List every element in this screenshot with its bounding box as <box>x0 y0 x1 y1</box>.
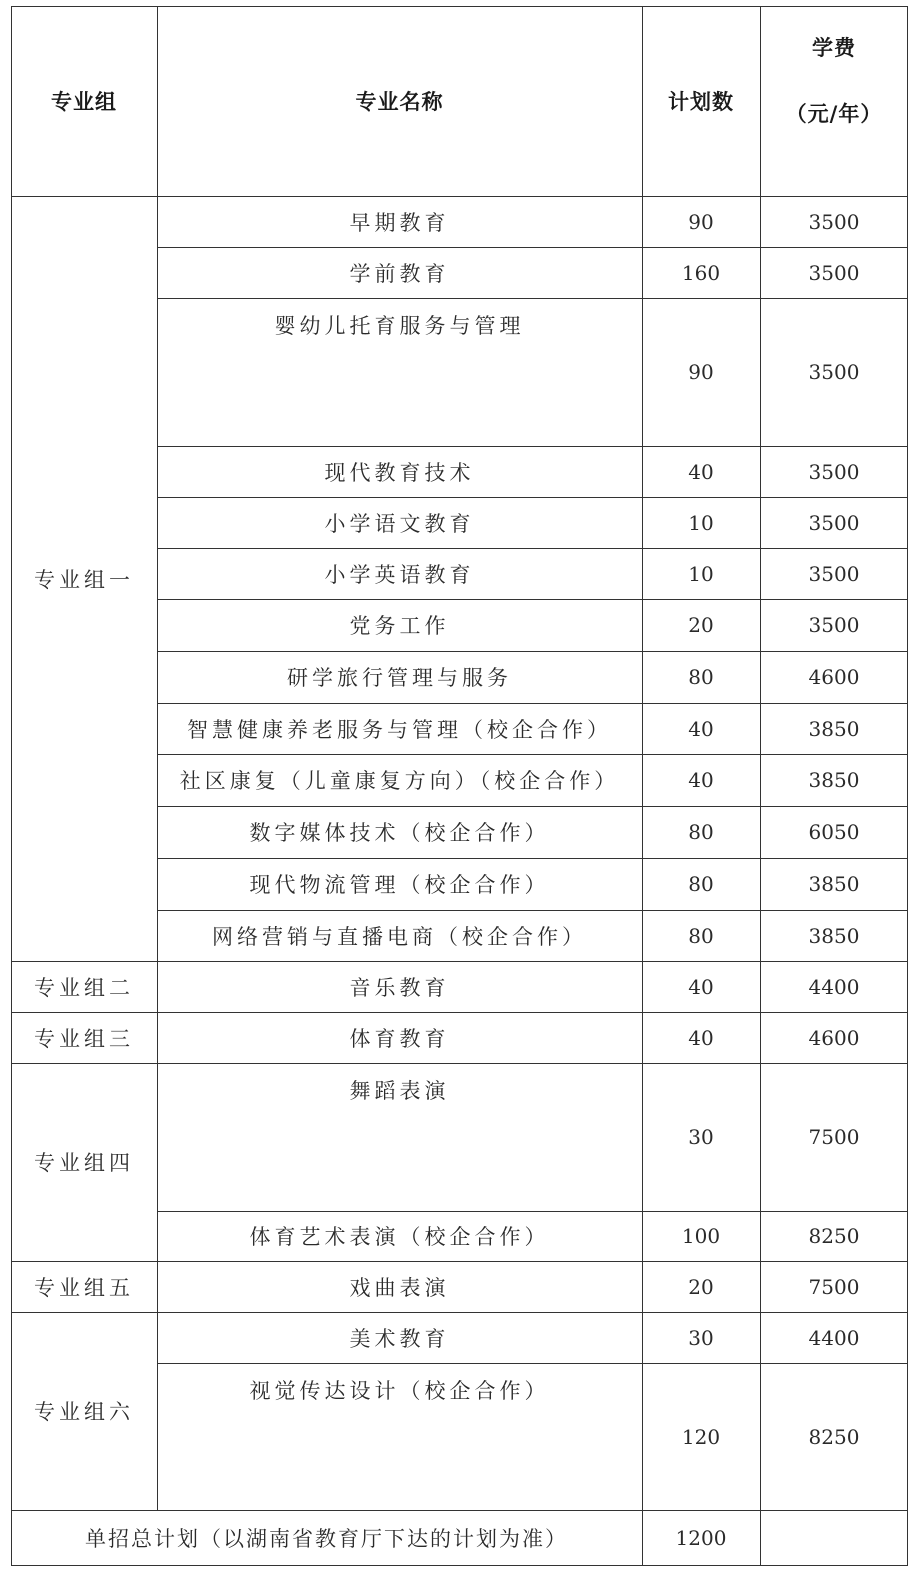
grid-line-h <box>11 1012 908 1013</box>
grid-line-h <box>157 651 908 652</box>
plan-count: 40 <box>688 459 714 484</box>
tuition-fee: 3850 <box>808 872 860 896</box>
grid-line-h <box>157 858 908 859</box>
major-name: 党务工作 <box>349 614 450 638</box>
tuition-fee: 3850 <box>808 923 860 948</box>
tuition-fee: 3850 <box>808 768 860 792</box>
major-name: 数字媒体技术（校企合作） <box>249 821 550 845</box>
grid-line-h <box>11 961 908 962</box>
tuition-fee: 4600 <box>808 665 860 689</box>
plan-count: 40 <box>688 768 714 792</box>
grid-line-h <box>11 1063 908 1064</box>
header-major: 专业名称 <box>355 90 444 114</box>
major-name: 舞蹈表演 <box>349 1079 450 1103</box>
total-fee <box>760 1510 908 1566</box>
major-name: 现代教育技术 <box>324 460 475 485</box>
major-name: 小学语文教育 <box>324 511 475 536</box>
grid-line-v <box>642 6 643 1566</box>
major-name: 现代物流管理（校企合作） <box>249 873 550 897</box>
tuition-fee: 3850 <box>808 716 860 741</box>
plan-count: 30 <box>688 1325 714 1350</box>
major-name: 体育艺术表演（校企合作） <box>249 1225 550 1249</box>
grid-line-h <box>157 548 908 549</box>
grid-line-h <box>157 1211 908 1212</box>
grid-line-h <box>157 806 908 807</box>
major-name: 体育教育 <box>349 1026 450 1051</box>
header-plan: 计划数 <box>668 90 734 114</box>
tuition-fee: 3500 <box>808 613 860 637</box>
plan-count: 80 <box>688 872 714 896</box>
plan-count: 10 <box>688 561 714 586</box>
enrollment-table <box>11 6 908 1566</box>
header-group: 专业组 <box>51 90 117 114</box>
plan-count: 10 <box>688 510 714 535</box>
tuition-fee: 3500 <box>808 459 860 484</box>
grid-line-h <box>11 1261 908 1262</box>
group-cell-1: 专业组一 <box>34 567 134 592</box>
major-name: 戏曲表演 <box>349 1275 450 1300</box>
tuition-fee: 4400 <box>808 1325 860 1350</box>
plan-count: 80 <box>688 923 714 948</box>
tuition-fee: 3500 <box>808 360 860 384</box>
major-name: 学前教育 <box>349 261 450 286</box>
major-name: 网络营销与直播电商（校企合作） <box>212 924 587 949</box>
grid-line-h <box>157 497 908 498</box>
grid-line-h <box>11 1312 908 1313</box>
tuition-fee: 4400 <box>808 974 860 999</box>
grid-line-h <box>157 1363 908 1364</box>
tuition-fee: 3500 <box>808 209 860 234</box>
major-name: 视觉传达设计（校企合作） <box>249 1379 550 1403</box>
grid-line-h <box>157 910 908 911</box>
grid-line-h <box>157 754 908 755</box>
grid-line-v <box>157 6 158 1511</box>
plan-count: 40 <box>688 974 714 999</box>
tuition-fee: 4600 <box>808 1025 860 1050</box>
grid-line-h <box>157 599 908 600</box>
grid-line-h <box>157 247 908 248</box>
tuition-fee: 3500 <box>808 510 860 535</box>
grid-line-h <box>11 6 908 7</box>
plan-count: 30 <box>688 1125 714 1149</box>
plan-count: 40 <box>688 1025 714 1050</box>
plan-count: 20 <box>688 1274 714 1299</box>
grid-line-h <box>11 1565 908 1566</box>
plan-count: 20 <box>688 613 714 637</box>
plan-count: 90 <box>688 360 714 384</box>
tuition-fee: 8250 <box>808 1424 860 1449</box>
group-cell-5: 专业组五 <box>34 1275 134 1300</box>
major-name: 研学旅行管理与服务 <box>287 666 512 690</box>
plan-count: 80 <box>688 665 714 689</box>
major-name: 早期教育 <box>349 210 450 235</box>
header-fee <box>760 6 908 196</box>
tuition-fee: 8250 <box>808 1224 860 1248</box>
tuition-fee: 7500 <box>808 1274 860 1299</box>
major-name: 婴幼儿托育服务与管理 <box>274 314 525 338</box>
header-fee-line1: 学费 <box>812 36 856 60</box>
major-name: 美术教育 <box>349 1326 450 1351</box>
group-cell-4: 专业组四 <box>34 1151 134 1175</box>
grid-line-h <box>11 196 908 197</box>
grid-line-v <box>760 6 761 1566</box>
group-cell-6: 专业组六 <box>34 1400 134 1424</box>
plan-count: 100 <box>681 1224 721 1248</box>
tuition-fee: 3500 <box>808 260 860 285</box>
plan-count: 40 <box>688 716 714 741</box>
grid-line-h <box>11 1510 908 1511</box>
major-name: 智慧健康养老服务与管理（校企合作） <box>187 717 612 742</box>
plan-count: 120 <box>681 1424 721 1449</box>
tuition-fee: 7500 <box>808 1125 860 1149</box>
plan-count: 80 <box>688 820 714 844</box>
grid-line-h <box>157 703 908 704</box>
major-name: 社区康复（儿童康复方向）（校企合作） <box>179 769 620 793</box>
major-name: 小学英语教育 <box>324 562 475 587</box>
grid-line-v <box>907 6 908 1566</box>
group-cell-2: 专业组二 <box>34 975 134 1000</box>
grid-line-v <box>11 6 12 1566</box>
header-fee-line2: （元/年） <box>785 102 883 126</box>
total-plan: 1200 <box>675 1526 727 1550</box>
grid-line-h <box>157 446 908 447</box>
tuition-fee: 3500 <box>808 561 860 586</box>
total-label: 单招总计划（以湖南省教育厅下达的计划为准） <box>85 1527 568 1551</box>
major-name: 音乐教育 <box>349 975 450 1000</box>
grid-line-h <box>157 298 908 299</box>
plan-count: 90 <box>688 209 714 234</box>
plan-count: 160 <box>681 260 721 285</box>
tuition-fee: 6050 <box>808 820 860 844</box>
group-cell-3: 专业组三 <box>34 1026 134 1051</box>
